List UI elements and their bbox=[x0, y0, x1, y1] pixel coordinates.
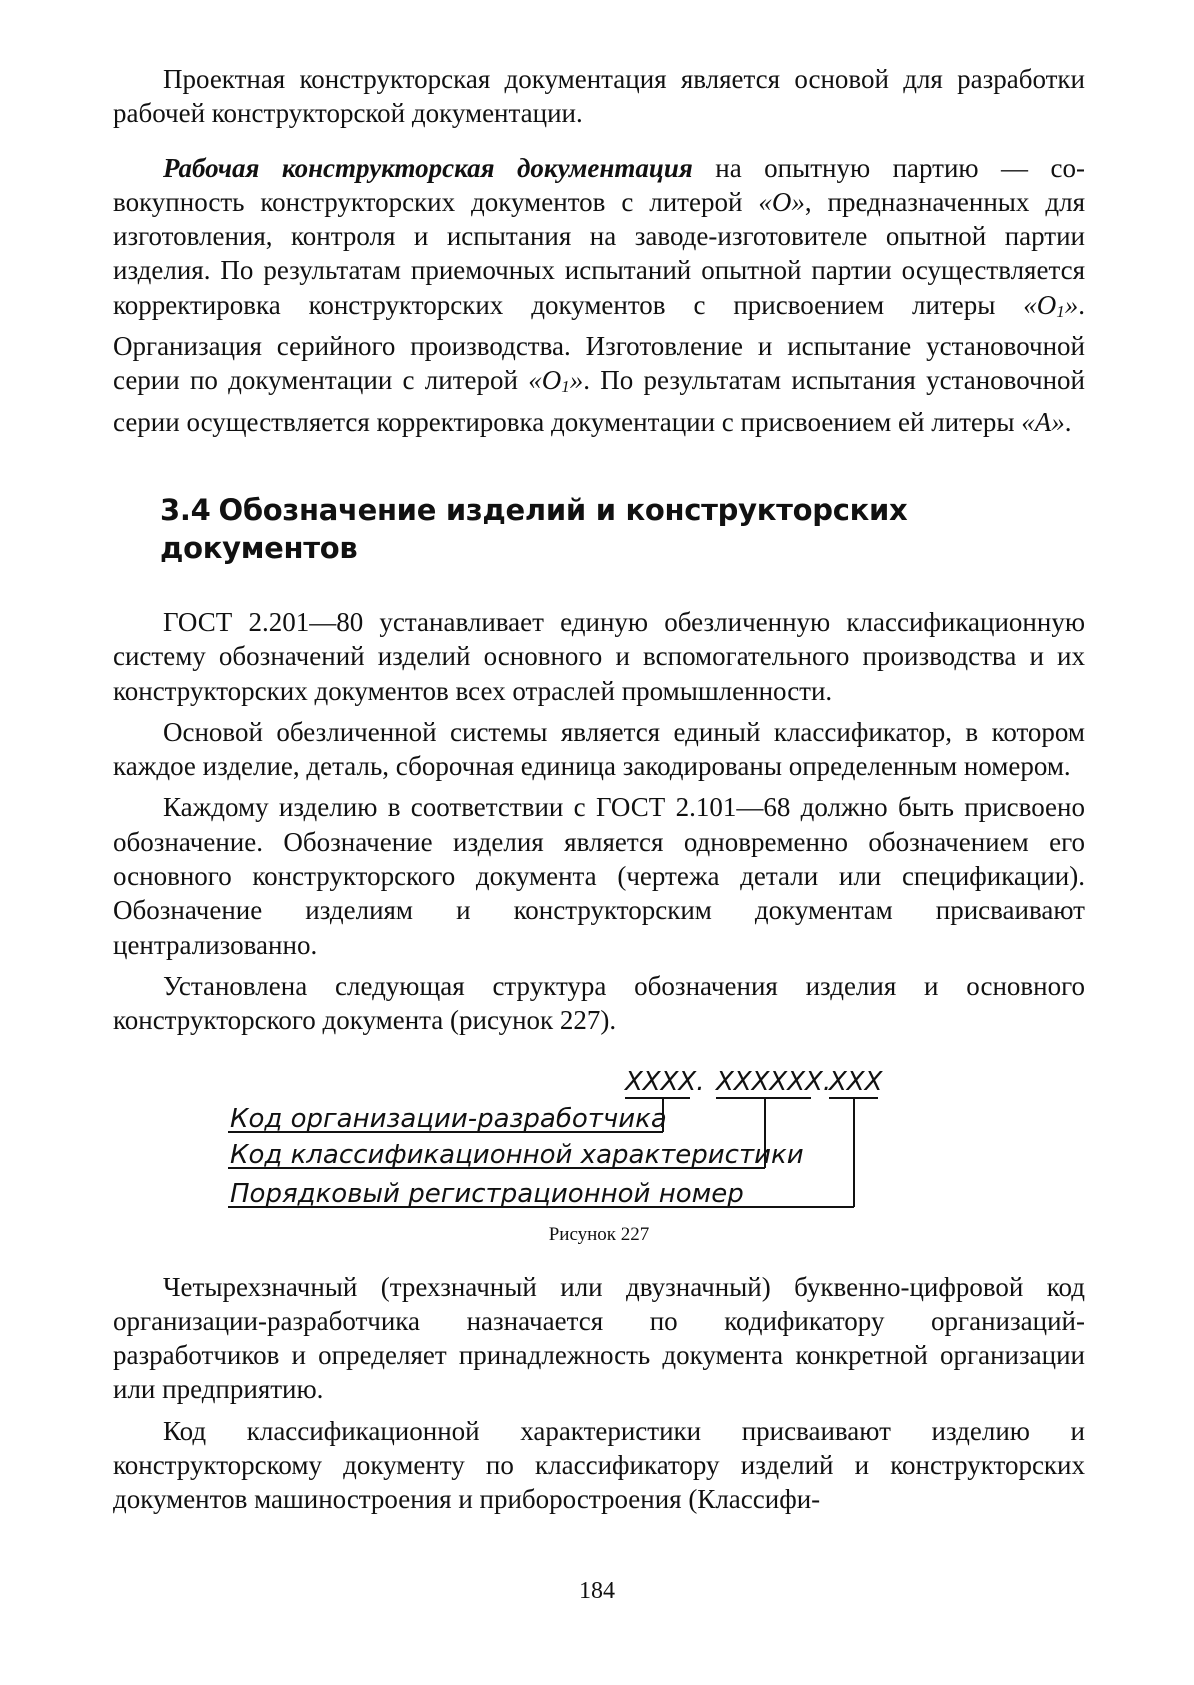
label-reg-number: Порядковый регистрационной номер bbox=[230, 1178, 744, 1209]
paragraph-3: ГОСТ 2.201—80 устанавливает единую обезличенную классификационную систему обозначений изделий основного и вспомогательного производства и их конструкторских документов всех отраслей промышленности. bbox=[113, 606, 1085, 706]
literal-o1-second bbox=[528, 365, 583, 395]
literal-o1-open: «О bbox=[528, 365, 562, 396]
code-part-org: XXXX. bbox=[625, 1066, 705, 1097]
label-org-code: Код организации-разработчика bbox=[230, 1103, 667, 1134]
literal-o1-subscript: 1 bbox=[1056, 301, 1065, 321]
section-title: Обозначение изделий и конструкторских документов bbox=[160, 492, 908, 565]
literal-o1 bbox=[1023, 290, 1078, 320]
text-fragment: . bbox=[1064, 406, 1072, 437]
text-fragment: . Организация серийного производства. Изготовление и испытание установочной серии по документации с литерой bbox=[113, 289, 1085, 396]
text-fragment: , предназначенных для изготовления, контроля и испытания на заводе-изготовителе опытной партии изделия. По результатам приемочных испытаний опытной партии осуществляется корректировка конструкторских документов с присвоением литеры bbox=[113, 186, 1085, 320]
text-fragment: . По результатам испытания установочной серии осуществляется корректировка документации с присвоением ей литеры bbox=[113, 365, 1085, 437]
page-content bbox=[113, 62, 1085, 1517]
paragraph-7: Четырехзначный (трехзначный или двузначный) буквенно-цифровой код организации-разработчика назначается по кодификатору организаций-разработчиков и определяет принадлежность документа конкретной организации или предприятию. bbox=[113, 1271, 1085, 1405]
code-part-class: XXXXXX. bbox=[716, 1066, 832, 1097]
figure-caption: Рисунок 227 bbox=[548, 1223, 650, 1245]
page-number: 184 bbox=[579, 1578, 615, 1604]
text-fragment: на опытную партию — совокупность конструкторских документов с литерой bbox=[113, 152, 1085, 217]
paragraph-4: Основой обезличенной системы является единый классификатор, в котором каждое изделие, деталь, сборочная единица закодированы определенным номером. bbox=[113, 716, 1085, 782]
paragraph-1: Проектная конструкторская документация является основой для разработки рабочей конструкторской документации. bbox=[113, 64, 1085, 129]
literal-o1-open: «О bbox=[1023, 289, 1057, 320]
label-class-code: Код классификационной характеристики bbox=[230, 1139, 804, 1170]
term-working-documentation: Рабочая конструкторская документация bbox=[163, 152, 693, 183]
literal-o1-subscript: 1 bbox=[561, 377, 570, 397]
literal-a: «А» bbox=[1021, 406, 1065, 437]
literal-o1-close: » bbox=[1064, 289, 1079, 320]
literal-o1-close: » bbox=[569, 365, 584, 396]
designation-structure-diagram bbox=[113, 1052, 1085, 1222]
literal-o: «О» bbox=[758, 186, 805, 217]
paragraph-5: Каждому изделию в соответствии с ГОСТ 2.101—68 должно быть присвоено обозначение. Обозначение изделия является одновременно обозначением его основного конструкторского документа (чертежа детали или спецификации). Обозначение изделиям и конструкторским документам присваивают централизованно. bbox=[113, 792, 1085, 960]
paragraph-8: Код классификационной характеристики присваивают изделию и конструкторскому документу по классификатору изделий и конструкторских документов машиностроения и приборостроения (Классифи- bbox=[113, 1415, 1085, 1515]
code-part-seq: XXX bbox=[829, 1066, 883, 1097]
section-heading bbox=[160, 491, 1085, 567]
paragraph-2 bbox=[113, 151, 1085, 439]
paragraph-6: Установлена следующая структура обозначения изделия и основного конструкторского документа (рисунок 227). bbox=[113, 970, 1085, 1036]
figure-227 bbox=[113, 1052, 1085, 1260]
section-number: 3.4 bbox=[160, 492, 211, 527]
